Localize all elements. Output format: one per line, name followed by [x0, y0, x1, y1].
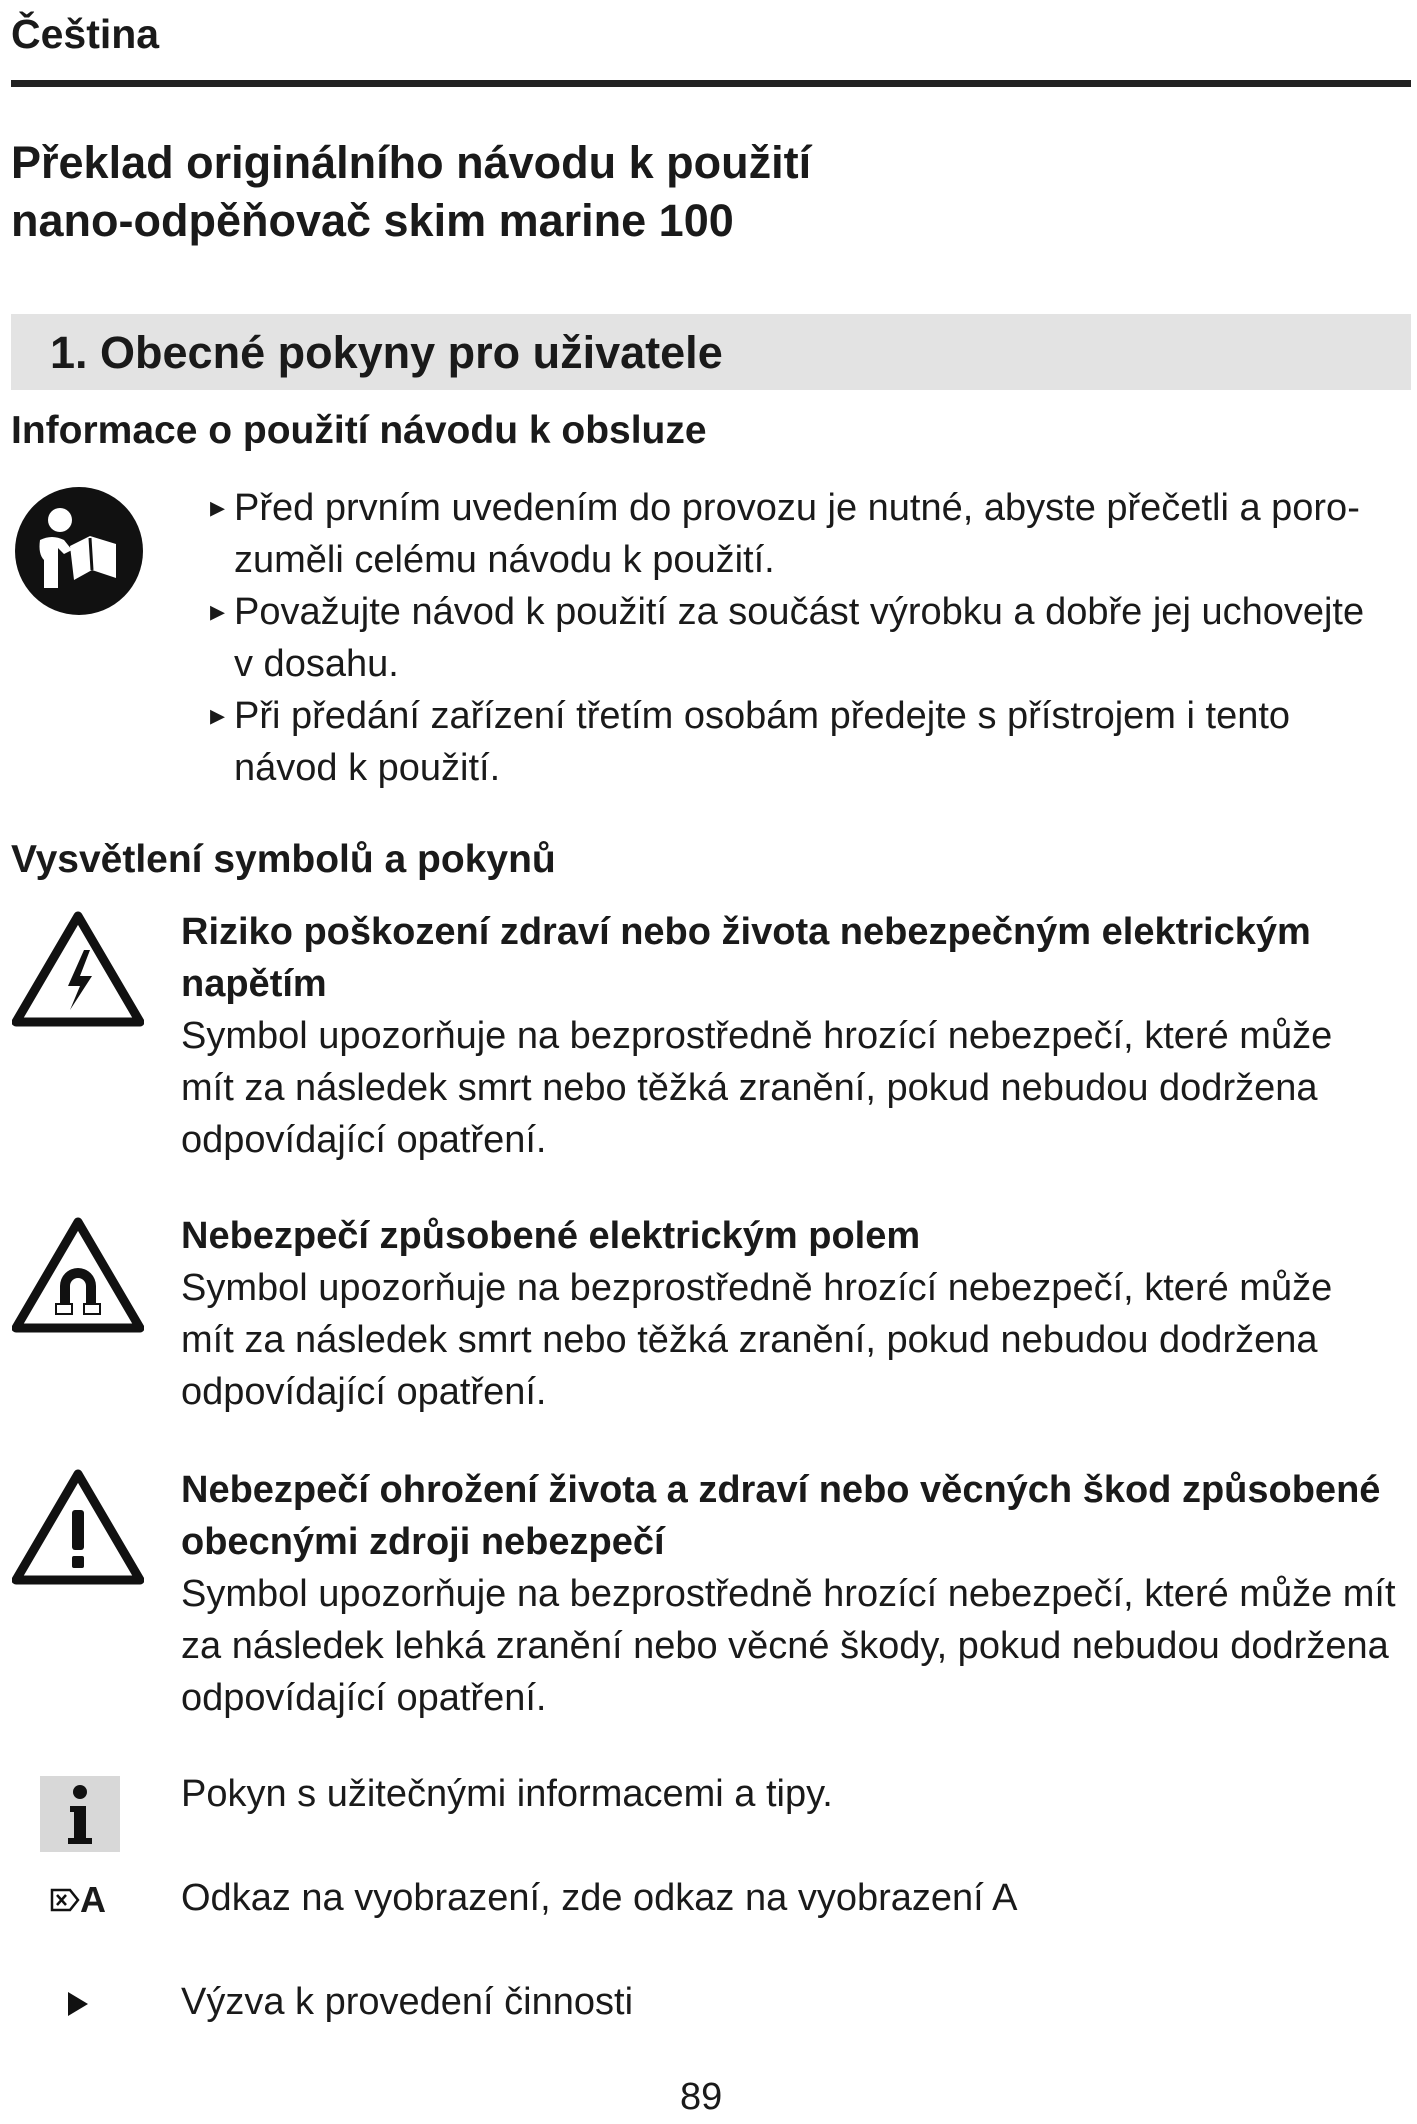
info-heading: Informace o použití návodu k obsluze [11, 409, 707, 452]
bullet-item [210, 482, 1410, 586]
action-arrow-icon [66, 1990, 90, 2018]
symbol-body-line: odpovídající opatření. [181, 1677, 547, 1719]
symbol-body-line: odpovídající opatření. [181, 1371, 547, 1413]
bullet-line: ▸ Považujte návod k použití za součást výrobku a dobře jej uchovejte [234, 591, 1365, 633]
magnetic-field-warning-icon [12, 1216, 144, 1334]
figure-reference-text: Odkaz na vyobrazení, zde odkaz na vyobrazení A [181, 1877, 1018, 1919]
section-title: 1. Obecné pokyny pro uživatele [50, 327, 723, 378]
bullet-line: ▸ Před prvním uvedením do provozu je nutné, abyste přečetli a poro- [234, 487, 1360, 529]
action-prompt-text: Výzva k provedení činnosti [181, 1981, 634, 2023]
general-warning-icon [12, 1468, 144, 1586]
symbol-title-line: obecnými zdroji nebezpečí [181, 1521, 665, 1563]
symbol-title-line: Riziko poškození zdraví nebo života nebezpečným elektrickým [181, 911, 1311, 953]
electric-voltage-warning-icon [12, 910, 144, 1028]
language-label: Čeština [11, 11, 160, 57]
symbol-title-line: Nebezpečí způsobené elektrickým polem [181, 1215, 921, 1257]
figure-reference-icon [50, 1887, 80, 1913]
document-title-line2: nano-odpěňovač skim marine 100 [11, 195, 734, 246]
symbol-body-line: Symbol upozorňuje na bezprostředně hrozící nebezpečí, které může [181, 1015, 1333, 1057]
info-icon [40, 1776, 120, 1852]
symbol-voltage-description [181, 906, 1411, 1166]
symbol-title-line: Nebezpečí ohrožení života a zdraví nebo věcných škod způsobené [181, 1469, 1381, 1511]
header-divider [11, 80, 1411, 87]
page-number: 89 [680, 2076, 723, 2118]
document-title-line1: Překlad originálního návodu k použití [11, 137, 812, 188]
info-note-text: Pokyn s užitečnými informacemi a tipy. [181, 1773, 833, 1815]
figure-reference-letter: A [80, 1879, 106, 1920]
document-title [11, 134, 811, 250]
bullet-item [210, 586, 1410, 690]
symbol-title-line: napětím [181, 963, 327, 1005]
bullet-line: návod k použití. [234, 747, 501, 789]
symbol-body-line: za následek lehká zranění nebo věcné škody, pokud nebudou dodržena [181, 1625, 1389, 1667]
read-manual-icon [12, 484, 146, 618]
symbols-heading: Vysvětlení symbolů a pokynů [11, 838, 556, 881]
bullet-line: ▸ Při předání zařízení třetím osobám předejte s přístrojem i tento [234, 695, 1291, 737]
bullet-item [210, 690, 1410, 794]
symbol-field-description [181, 1210, 1411, 1418]
symbol-general-description [181, 1464, 1411, 1724]
symbol-body-line: Symbol upozorňuje na bezprostředně hrozící nebezpečí, které může [181, 1267, 1333, 1309]
symbol-body-line: mít za následek smrt nebo těžká zranění, pokud nebudou dodržena [181, 1319, 1318, 1361]
bullet-line: v dosahu. [234, 643, 399, 685]
symbol-body-line: mít za následek smrt nebo těžká zranění, pokud nebudou dodržena [181, 1067, 1318, 1109]
usage-bullets [210, 482, 1410, 794]
figure-reference-symbol [50, 1876, 106, 1924]
symbol-body-line: odpovídající opatření. [181, 1119, 547, 1161]
symbol-body-line: Symbol upozorňuje na bezprostředně hrozící nebezpečí, které může mít [181, 1573, 1396, 1615]
bullet-line: zuměli celému návodu k použití. [234, 539, 775, 581]
